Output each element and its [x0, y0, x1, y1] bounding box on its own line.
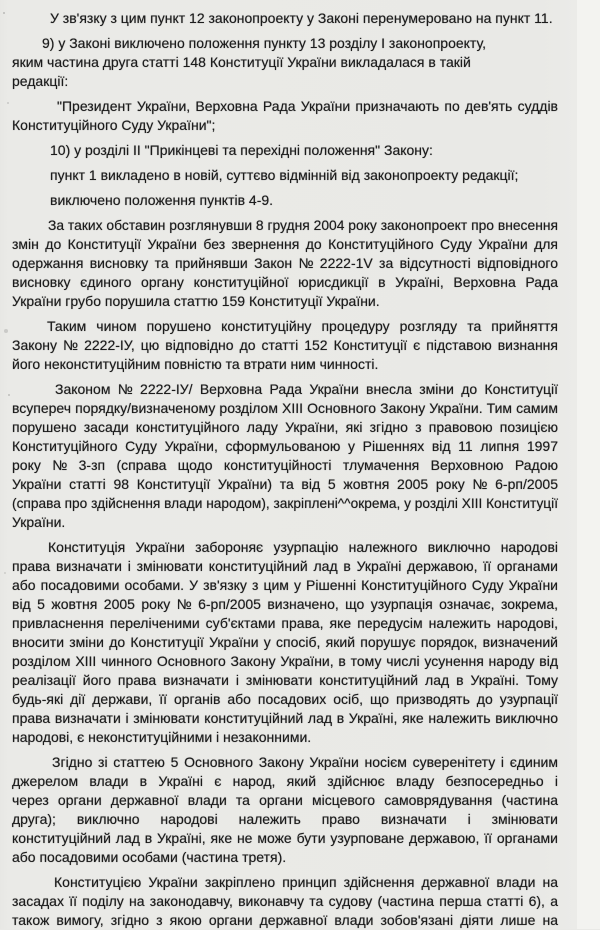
text-line	[12, 475, 558, 494]
text-line	[12, 191, 558, 210]
text-line	[12, 633, 558, 652]
paragraph-1	[12, 9, 558, 28]
text-line	[12, 595, 558, 614]
text-line	[12, 292, 558, 311]
text-line	[12, 753, 558, 772]
text-line-content: вносити зміни до Конституції України у спосіб, який порушує порядок, визначений	[12, 634, 558, 650]
paragraph-6	[12, 191, 558, 210]
text-line-content: через органи державної влади та органи місцевого самоврядування (частина	[12, 792, 558, 808]
text-line-content: Згідно зі статтею 5 Основного Закону України носієм суверенітету і єдиним	[52, 754, 558, 770]
paragraph-4	[12, 141, 558, 160]
text-line	[12, 829, 558, 848]
text-line-content: його неконституційним повністю та втрати ним чинності.	[12, 356, 379, 372]
text-line-content: одержання висновку та прийнявши Закон № 2222-1V за відсутності відповідного	[12, 255, 558, 271]
paragraph-10	[12, 538, 558, 747]
text-line	[12, 709, 558, 728]
text-line-content: яким частина друга статті 148 Конституції України викладалася в такій	[12, 54, 471, 70]
paragraph-11	[12, 753, 558, 867]
text-line-content: друга); виключно народові належить право визначати і змінювати	[12, 811, 558, 827]
text-line-content: також вимогу, згідно з якою органи державної влади зобов'язані діяти лише на	[12, 912, 558, 928]
text-line-content: У зв'язку з цим пункт 12 законопроекту у Законі перенумеровано на пункт 11.	[50, 10, 553, 26]
text-line-content: Конституція України забороняє узурпацію належного виключно народові	[48, 539, 558, 555]
text-line	[12, 141, 558, 160]
text-line	[12, 456, 558, 475]
text-line	[12, 614, 558, 633]
text-line	[12, 671, 558, 690]
text-line-content: виключено положення пунктів 4-9.	[50, 192, 274, 208]
text-line-content: народові, є неконституційними і незаконними.	[12, 729, 312, 745]
paragraph-3	[12, 97, 558, 135]
text-line-content: Закону № 2222-ІУ, цю відповідно до статті 152 Конституції є підставою визнання	[12, 337, 558, 353]
paragraph-7	[12, 216, 558, 311]
text-line	[12, 911, 558, 930]
paragraph-8	[12, 317, 558, 374]
text-line-content: будь-які дії держави, її органів або посадових осіб, що призводять до узурпації	[12, 691, 558, 707]
text-line-content: від 5 жовтня 2005 року № 6-рп/2005 визначено, що узурпація означає, зокрема,	[12, 596, 558, 612]
text-line-content: або посадовими особами (частина третя).	[12, 849, 287, 865]
text-line-content: джерелом влади в Україні є народ, який здійснює владу безпосередньо і	[12, 773, 558, 789]
text-line	[12, 399, 558, 418]
text-line	[12, 791, 558, 810]
text-line-content: змін до Конституції України без звернення до Конституційного Суду України для	[12, 236, 558, 252]
text-line-content: року № 3-зп (справа щодо конституційності тлумачення Верховною Радою	[12, 457, 558, 473]
text-line-content: всупереч порядку/визначеному розділом ХІІІ Основного Закону України. Тим самим	[12, 400, 558, 416]
text-line-content: України грубо порушила статтю 159 Конституції України.	[12, 293, 380, 309]
text-line-content: Конституційного Суду України";	[12, 117, 216, 133]
text-line	[12, 437, 558, 456]
paragraph-2	[12, 34, 558, 91]
text-line	[12, 892, 558, 911]
text-line	[12, 538, 558, 557]
text-line	[12, 652, 558, 671]
text-line-content: привласнення переліченими суб'єктами права, яке передусім належить народові,	[12, 615, 558, 631]
text-line	[12, 336, 558, 355]
text-line-content: засадах її поділу на законодавчу, виконавчу та судову (частина перша статті 6), а	[12, 893, 558, 909]
text-line-content: реалізації його права визначати і змінювати конституційний лад в Україні. Тому	[12, 672, 558, 688]
text-line	[12, 254, 558, 273]
text-line	[12, 216, 558, 235]
paragraph-5	[12, 166, 558, 185]
text-line-content: За таких обставин розглянувши 8 грудня 2004 року законопроект про внесення	[48, 217, 558, 233]
text-line-content: висновку єдиного органу конституційної юрисдикції в Україні, Верховна Рада	[12, 274, 558, 290]
text-line-content: порушено засади конституційного ладу України, які згідно з правовою позицією	[12, 419, 558, 435]
text-line	[12, 576, 558, 595]
text-line	[12, 557, 558, 576]
text-line-content: 10) у розділі ІІ "Прикінцеві та перехідні положення" Закону:	[50, 142, 433, 158]
text-line-content: розділом XIII чинного Основного Закону України, в тому числі усунення народу від	[12, 653, 558, 669]
text-line	[12, 273, 558, 292]
text-line-content: "Президент України, Верховна Рада України призначають по дев'ять суддів	[57, 98, 558, 114]
text-line	[12, 72, 558, 91]
text-line-content: права визначати і змінювати конституційний лад в Україні, яке належить виключно	[12, 710, 558, 726]
text-line	[12, 690, 558, 709]
text-line-content: Конституцією України закріплено принцип здійснення державної влади на	[54, 874, 558, 890]
text-line-content: 9) у Законі виключено положення пункту 13 розділу І законопроекту,	[42, 35, 486, 51]
text-line	[12, 418, 558, 437]
text-line-content: конституційний лад в Україні, яке не може бути узурповане державою, її органами	[12, 830, 558, 846]
text-line-content: України.	[12, 514, 66, 530]
scan-edge-strip	[577, 0, 600, 929]
document-text	[12, 9, 558, 930]
text-line	[12, 810, 558, 829]
text-line	[12, 9, 558, 28]
text-line	[12, 772, 558, 791]
paragraph-9	[12, 380, 558, 532]
text-line	[12, 166, 558, 185]
text-line	[12, 513, 558, 532]
text-line	[12, 873, 558, 892]
text-line	[12, 355, 558, 374]
text-line	[12, 97, 558, 116]
text-line	[12, 494, 558, 513]
text-line-content: редакції:	[12, 73, 69, 89]
text-line	[12, 235, 558, 254]
text-line	[12, 34, 558, 53]
text-line	[12, 380, 558, 399]
text-line-content: або посадовими особами. У зв'язку з цим у Рішенні Конституційного Суду України	[12, 577, 558, 593]
text-line	[12, 317, 558, 336]
text-line	[12, 728, 558, 747]
text-line	[12, 53, 558, 72]
text-line-content: пункт 1 викладено в новій, суттєво відмінній від законопроекту редакції;	[50, 167, 519, 183]
text-line-content: Конституційного Суду України, сформульованою у Рішеннях від 11 липня 1997	[12, 438, 558, 454]
text-line	[12, 116, 558, 135]
text-line-content: Таким чином порушено конституційну процедуру розгляду та прийняття	[47, 318, 558, 334]
text-line-content: (справа про здійснення влади народом), закріплені^^окрема, у розділі XIII Конституції	[12, 495, 558, 511]
text-line-content: права визначати і змінювати конституційний лад в Україні державою, її органами	[12, 558, 558, 574]
paragraph-12	[12, 873, 558, 930]
text-line-content: України статті 98 Конституції України) та від 5 жовтня 2005 року № 6-рп/2005	[12, 476, 558, 492]
text-line-content: Законом № 2222-ІУ/ Верховна Рада України внесла зміни до Конституції	[55, 381, 558, 397]
text-line	[12, 848, 558, 867]
